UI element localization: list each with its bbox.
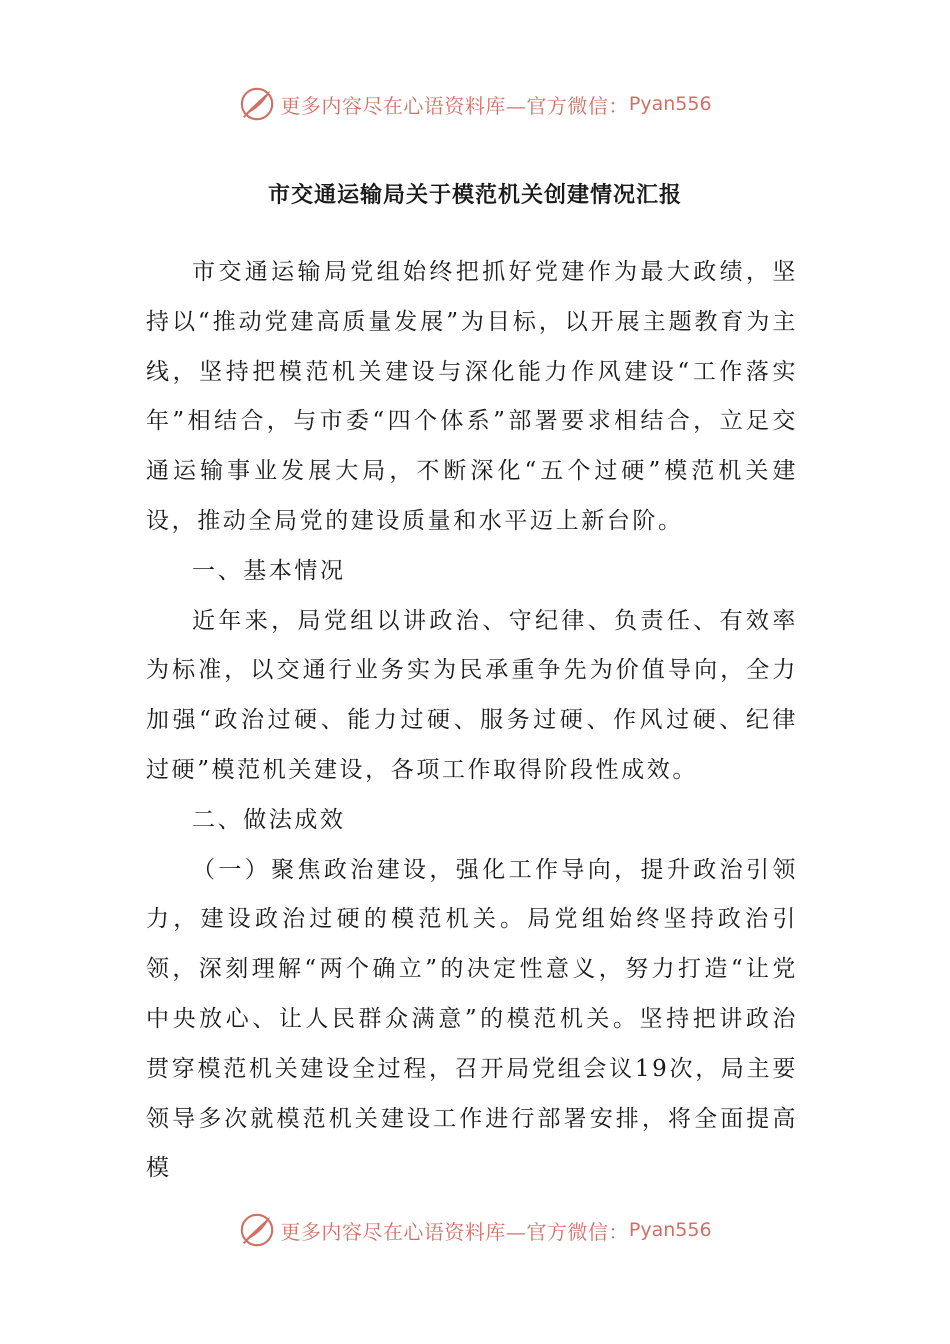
watermark-wechat-id: Pyan556 [628,93,712,115]
intro-paragraph: 市交通运输局党组始终把抓好党建作为最大政绩，坚持以“推动党建高质量发展”为目标，以开展主题教育为主线，坚持把模范机关建设与深化能力作风建设“工作落实年”相结合，与市委“四个体系”部署要求相结合，立足交通运输事业发展大局，不断深化“五个过硬”模范机关建设，推动全局党的建设质量和水平迈上新台阶。 [146,259,798,534]
basic-situation-paragraph: 近年来，局党组以讲政治、守纪律、负责任、有效率为标准，以交通行业务实为民承重争先为价值导向，全力加强“政治过硬、能力过硬、服务过硬、作风过硬、纪律过硬”模范机关建设，各项工作取得阶段性成效。 [146,607,798,783]
section-heading-practices: 二、做法成效 [192,806,346,833]
watermark-header [0,82,950,126]
watermark-text: 更多内容尽在心语资料库—官方微信： [280,93,629,118]
quill-pen-logo-icon [238,85,276,123]
watermark-wechat-id: Pyan556 [628,1219,712,1241]
document-body [146,248,798,1194]
document-title: 市交通运输局关于模范机关创建情况汇报 [267,183,682,208]
quill-pen-logo-icon [238,1211,276,1249]
watermark-text: 更多内容尽在心语资料库—官方微信： [280,1219,629,1244]
watermark-footer [0,1208,950,1252]
section-heading-basic-situation: 一、基本情况 [192,557,346,584]
practice-item-1-paragraph: （一）聚焦政治建设，强化工作导向，提升政治引领力，建设政治过硬的模范机关。局党组始终坚持政治引领，深刻理解“两个确立”的决定性意义，努力打造“让党中央放心、让人民群众满意”的模范机关。坚持把讲政治贯穿模范机关建设全过程，召开局党组会议19次，局主要领导多次就模范机关建设工作进行部署安排，将全面提高模 [146,856,798,1182]
